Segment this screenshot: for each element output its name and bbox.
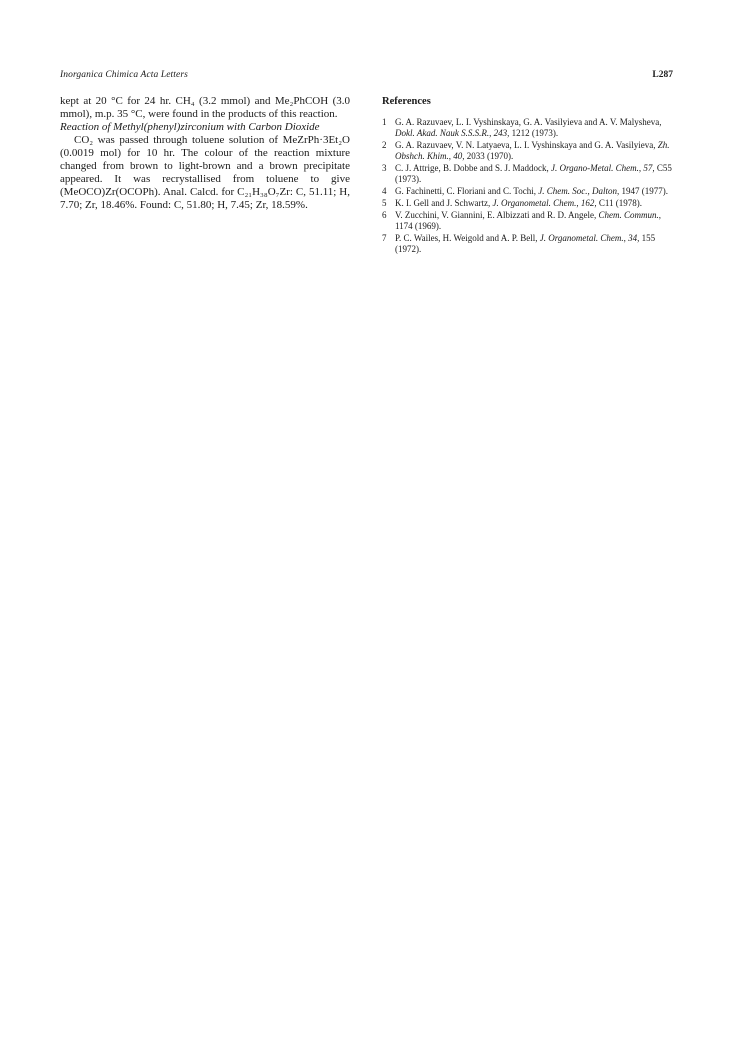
reference-number: 2 — [382, 140, 387, 150]
reference-journal: Dokl. Akad. Nauk S.S.S.R. — [395, 128, 490, 138]
reference-volume: 40, — [453, 151, 465, 161]
reference-text: C. J. Attrige, B. Dobbe and S. J. Maddock, J. Organo-Metal. Chem., 57, C55 (1973). — [395, 163, 672, 184]
reference-journal: Zh. Obshch. Khim. — [395, 140, 670, 161]
reference-text: G. Fachinetti, C. Floriani and C. Tochi, J. Chem. Soc., Dalton, 1947 (1977). — [395, 186, 668, 196]
reference-volume: 162, — [580, 198, 597, 208]
reference-journal: J. Organometal. Chem. — [492, 198, 577, 208]
reference-journal: J. Chem. Soc., Dalton, — [538, 186, 620, 196]
reference-number: 7 — [382, 233, 387, 243]
left-column — [60, 95, 350, 212]
journal-title: Inorganica Chimica Acta Letters — [60, 70, 188, 80]
page-number: L287 — [652, 70, 673, 80]
reference-text: K. I. Gell and J. Schwartz, J. Organometal. Chem., 162, C11 (1978). — [395, 198, 643, 208]
reference-item-5 — [382, 198, 673, 209]
reference-journal: J. Organo-Metal. Chem. — [551, 163, 639, 173]
reference-item-6 — [382, 210, 673, 232]
reference-text: G. A. Razuvaev, L. I. Vyshinskaya, G. A. Vasilyieva and A. V. Malysheva, Dokl. Akad. Nauk S.S.S.R., 243, 1212 (1973). — [395, 117, 662, 138]
reference-volume: 34, — [628, 233, 640, 243]
reference-number: 6 — [382, 210, 387, 220]
continuation-paragraph: kept at 20 °C for 24 hr. CH₄ (3.2 mmol) and Me₂PhCOH (3.0 mmol), m.p. 35 °C, were found in the products of this reaction. — [60, 95, 350, 120]
reference-item-3 — [382, 163, 673, 185]
right-column — [382, 95, 673, 256]
reference-item-7 — [382, 233, 673, 255]
reference-text: P. C. Wailes, H. Weigold and A. P. Bell, J. Organometal. Chem., 34, 155 (1972). — [395, 233, 656, 254]
reference-volume: 57, — [643, 163, 655, 173]
reference-volume: 243, — [493, 128, 510, 138]
reference-item-2 — [382, 140, 673, 162]
reference-journal: J. Organometal. Chem. — [539, 233, 624, 243]
reference-text: G. A. Razuvaev, V. N. Latyaeva, L. I. Vyshinskaya and G. A. Vasilyieva, Zh. Obshch. Khim., 40, 2033 (1970). — [395, 140, 670, 161]
reference-number: 3 — [382, 163, 387, 173]
running-head — [60, 70, 673, 84]
reference-item-4 — [382, 186, 673, 197]
references-heading: References — [382, 96, 431, 107]
reference-number: 4 — [382, 186, 387, 196]
reference-text: V. Zucchini, V. Giannini, E. Albizzati and R. D. Angele, Chem. Commun., 1174 (1969). — [395, 210, 661, 231]
reference-journal: Chem. Commun. — [598, 210, 659, 220]
section-heading: Reaction of Methyl(phenyl)zirconium with Carbon Dioxide — [60, 121, 320, 133]
reference-number: 1 — [382, 117, 387, 127]
section-body-paragraph: CO₂ was passed through toluene solution of MeZrPh·3Et₂O (0.0019 mol) for 10 hr. The colour of the reaction mixture changed from brown to light-brown and a brown precipitate appeared. It was recrystallised from toluene to give (MeOCO)Zr(OCOPh). Anal. Calcd. for C₂₁H₃₈O₇Zr: C, 51.11; H, 7.70; Zr, 18.46%. Found: C, 51.80; H, 7.45; Zr, 18.59%. — [60, 134, 350, 211]
reference-number: 5 — [382, 198, 387, 208]
references-list — [382, 117, 673, 255]
reference-item-1 — [382, 117, 673, 139]
